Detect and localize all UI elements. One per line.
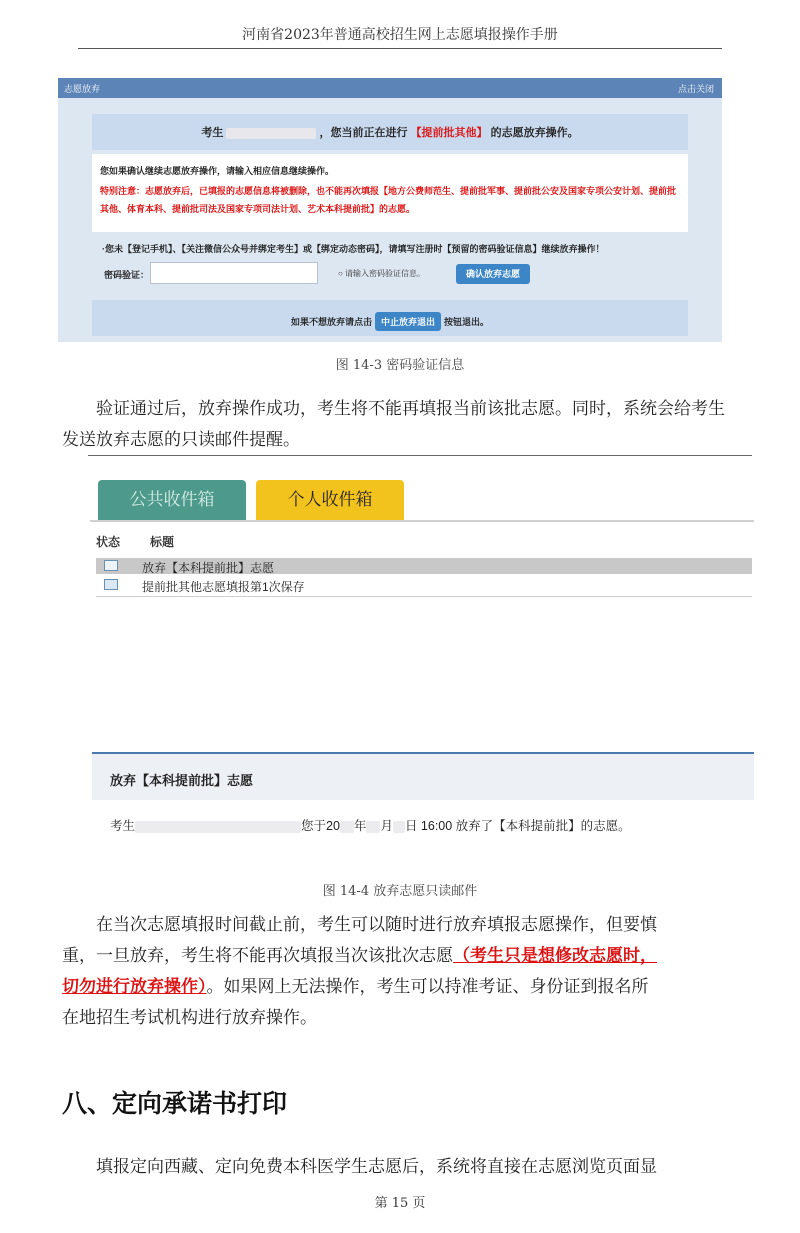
redacted-name bbox=[135, 821, 301, 833]
body-text: 日 16:00 放弃了【本科提前批】的志愿。 bbox=[404, 819, 631, 833]
text-span: 重，一旦放弃，考生将不能再次填报当次该批次志愿 bbox=[62, 946, 453, 966]
envelope-icon bbox=[104, 579, 118, 590]
dialog-close-link[interactable]: 点击关闭 bbox=[677, 84, 714, 94]
body-text: 您于20 bbox=[301, 819, 340, 833]
text-line: 在当次志愿填报时间截止前，考生可以随时进行放弃填报志愿操作，但要慎 bbox=[96, 915, 657, 935]
redacted-month bbox=[366, 821, 380, 833]
body-paragraph: 验证通过后，放弃操作成功，考生将不能再填报当前该批志愿。同时，系统会给考生发送放弃志愿的只读邮件提醒。 bbox=[62, 399, 725, 450]
figure-caption: 图 14-4 放弃志愿只读邮件 bbox=[322, 884, 478, 899]
body-paragraph: 填报定向西藏、定向免费本科医学生志愿后，系统将直接在志愿浏览页面显 bbox=[96, 1157, 657, 1177]
text-line: 在地招生考试机构进行放弃操作。 bbox=[62, 1008, 317, 1028]
redacted-day bbox=[393, 821, 405, 833]
tab-personal-inbox[interactable]: 个人收件箱 bbox=[256, 480, 404, 520]
divider bbox=[96, 596, 752, 597]
password-label: 密码验证： bbox=[104, 270, 150, 280]
figure-caption: 图 14-3 密码验证信息 bbox=[335, 358, 465, 373]
password-input[interactable] bbox=[150, 262, 318, 284]
header-rule bbox=[78, 48, 722, 49]
running-header: 河南省2023年普通高校招生网上志愿填报操作手册 bbox=[242, 27, 558, 43]
section-heading: 八、定向承诺书打印 bbox=[62, 1089, 288, 1118]
tab-public-inbox[interactable]: 公共收件箱 bbox=[98, 480, 246, 520]
column-header-state: 状态 bbox=[96, 535, 121, 549]
body-text: 年 bbox=[353, 819, 367, 833]
body-paragraph bbox=[62, 910, 726, 1034]
abort-button[interactable]: 中止放弃退出 bbox=[375, 312, 441, 331]
divider bbox=[88, 455, 752, 456]
mail-title: 放弃【本科提前批】志愿 bbox=[142, 561, 275, 575]
dialog-title: 志愿放弃 bbox=[64, 84, 101, 94]
mail-view-body bbox=[110, 816, 631, 834]
page-number: 第 15 页 bbox=[374, 1196, 426, 1211]
body-text: 月 bbox=[380, 819, 393, 833]
message-prefix: 考生 bbox=[201, 127, 224, 139]
abort-row bbox=[92, 312, 688, 331]
text-line bbox=[62, 941, 726, 972]
text-span: 。如果网上无法操作，考生可以持准考证、身份证到报名所 bbox=[206, 977, 649, 997]
batch-name: 【提前批其他】 bbox=[410, 127, 488, 139]
warning-text: （考生只是想修改志愿时， bbox=[453, 946, 657, 966]
figure-password-verification bbox=[58, 78, 722, 342]
table-row[interactable] bbox=[96, 577, 752, 593]
confirm-abandon-button[interactable]: 确认放弃志愿 bbox=[456, 264, 530, 284]
envelope-open-icon bbox=[104, 560, 118, 571]
abandon-message bbox=[92, 124, 688, 140]
table-row[interactable] bbox=[96, 558, 752, 574]
mail-view-title: 放弃【本科提前批】志愿 bbox=[110, 773, 254, 788]
column-header-title: 标题 bbox=[150, 535, 175, 549]
warning-text: 切勿进行放弃操作） bbox=[62, 977, 207, 997]
password-tip: ○ 请输入密码验证信息。 bbox=[338, 269, 426, 278]
abort-suffix: 按钮退出。 bbox=[444, 317, 490, 327]
verification-hint: ·您未【登记手机】、【关注微信公众号并绑定考生】或【绑定动态密码】，请填写注册时【预留的密码验证信息】继续放弃操作！ bbox=[102, 244, 605, 254]
tab-underline bbox=[90, 520, 754, 522]
special-note: 特别注意：志愿放弃后，已填报的志愿信息将被删除，也不能再次填报【地方公费师范生、提前批军事、提前批公安及国家专项公安计划、提前批其他、体育本科、提前批司法及国家专项司法计划、艺术本科提前批】的志愿。 bbox=[100, 186, 677, 214]
message-suffix: 的志愿放弃操作。 bbox=[490, 127, 579, 139]
warning-box bbox=[92, 154, 688, 232]
abort-prefix: 如果不想放弃请点击 bbox=[290, 317, 372, 327]
message-middle: ，您当前正在进行 bbox=[319, 127, 408, 139]
redacted-name bbox=[226, 128, 316, 139]
mail-title: 提前批其他志愿填报第1次保存 bbox=[142, 580, 305, 594]
body-prefix: 考生 bbox=[110, 819, 136, 833]
text-line bbox=[62, 972, 726, 1003]
confirm-text: 您如果确认继续志愿放弃操作，请输入相应信息继续操作。 bbox=[100, 166, 335, 176]
redacted-year bbox=[340, 821, 354, 833]
dialog-titlebar bbox=[58, 78, 722, 98]
